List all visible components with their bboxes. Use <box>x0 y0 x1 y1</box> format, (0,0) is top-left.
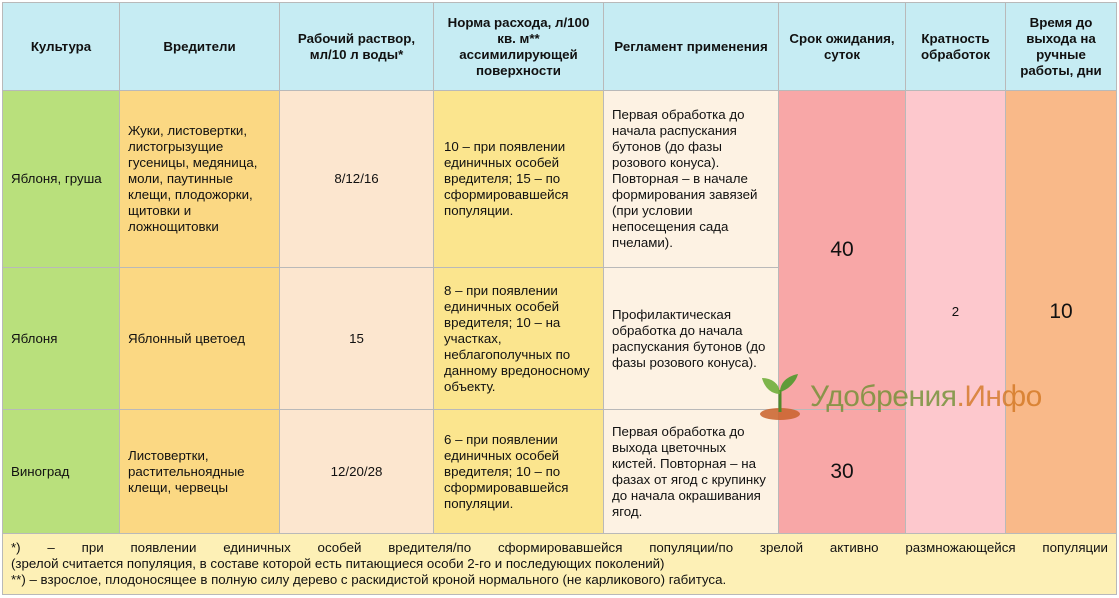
pests-cell: Яблонный цветоед <box>120 268 280 410</box>
solution-cell: 15 <box>280 268 434 410</box>
regulation-cell <box>604 410 779 534</box>
footnotes-cell <box>3 534 1117 595</box>
footnote-line-3: **) – взрослое, плодоносящее в полную силу дерево с раскидистой кроной нормального (не карликового) габитуса. <box>11 572 727 587</box>
table-header-row <box>3 3 1117 91</box>
header-manual-work: Время до выхода на ручные работы, дни <box>1006 3 1117 91</box>
regulation-cell <box>604 91 779 268</box>
waiting-days-grape: 30 <box>779 410 906 534</box>
pesticide-application-table <box>2 2 1117 595</box>
footnotes-row <box>3 534 1117 595</box>
header-solution: Рабочий раствор, мл/10 л воды* <box>280 3 434 91</box>
rate-cell <box>434 410 604 534</box>
footnote-line-1: *) – при появлении единичных особей вредителя/по сформировавшейся популяции/по зрелой активно размножающейся популяции <box>11 540 1108 555</box>
solution-cell: 8/12/16 <box>280 91 434 268</box>
solution-cell: 12/20/28 <box>280 410 434 534</box>
header-waiting: Срок ожидания, суток <box>779 3 906 91</box>
manual-work-days-cell: 10 <box>1006 91 1117 534</box>
watermark-brand-green: Удобрения <box>810 380 957 413</box>
waiting-days-fruit: 40 <box>779 91 906 410</box>
watermark-brand-orange: .Инфо <box>956 380 1042 413</box>
header-regulation: Регламент применения <box>604 3 779 91</box>
crop-cell: Виноград <box>3 410 120 534</box>
table-row <box>3 91 1117 268</box>
regulation-cell <box>604 268 779 410</box>
rate-cell <box>434 268 604 410</box>
crop-cell: Яблоня, груша <box>3 91 120 268</box>
header-pests: Вредители <box>120 3 280 91</box>
rate-text: 6 – при появлении единичных особей вредителя; 10 – по сформировавшейся популяции. <box>444 431 569 511</box>
pests-cell: Жуки, листовертки, листогрызущие гусеницы, медяница, моли, паутинные клещи, плодожорки, щитовки и ложнощитовки <box>120 91 280 268</box>
footnote-line-2: (зрелой считается популяция, в составе которой есть питающиеся особи 2-го и последующих поколений) <box>11 556 665 571</box>
header-rate: Норма расхода, л/100 кв. м** ассимилирующей поверхности <box>434 3 604 91</box>
regulation-text: Первая обработка до начала распускания бутонов (до фазы розового конуса). Повторная – в начале формирования завязей (при условии непосещения сада пчелами). <box>612 107 758 250</box>
pesticide-table-container <box>2 2 1116 596</box>
header-crop: Культура <box>3 3 120 91</box>
rate-text: 8 – при появлении единичных особей вредителя; 10 – на участках, неблагополучных по данному вредоносному объекту. <box>444 282 590 394</box>
header-multiplicity: Кратность обработок <box>906 3 1006 91</box>
multiplicity-cell: 2 <box>906 91 1006 534</box>
pests-cell: Листовертки, растительноядные клещи, червецы <box>120 410 280 534</box>
regulation-text: Первая обработка до выхода цветочных кистей. Повторная – на фазах от ягод с крупинку до начала окрашивания ягод. <box>612 423 766 519</box>
rate-text: 10 – при появлении единичных особей вредителя; 15 – по сформировавшейся популяции. <box>444 139 569 218</box>
crop-cell: Яблоня <box>3 268 120 410</box>
regulation-text: Профилактическая обработка до начала распускания бутонов (до фазы розового конуса). <box>612 306 766 370</box>
rate-cell <box>434 91 604 268</box>
